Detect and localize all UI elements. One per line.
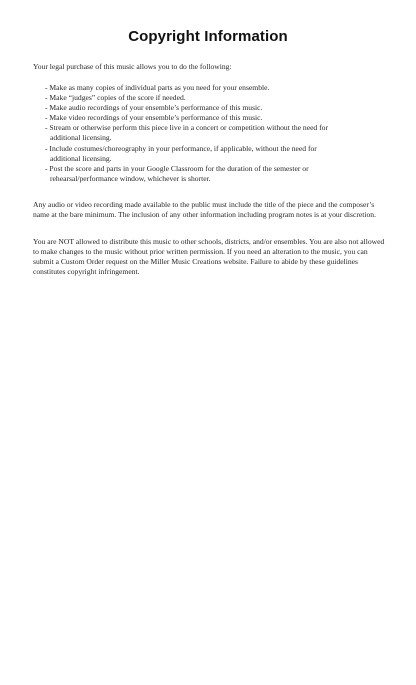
intro-text: Your legal purchase of this music allows you to do the following: [33, 62, 232, 71]
list-item: - Include costumes/choreography in your performance, if applicable, without the need for additional licensing. [45, 143, 317, 163]
list-item: - Make audio recordings of your ensemble’s performance of this music. [45, 103, 263, 113]
list-item: - Make video recordings of your ensemble’s performance of this music. [45, 113, 263, 123]
list-item: - Make as many copies of individual parts as you need for your ensemble. [45, 83, 270, 92]
list-item: - Stream or otherwise perform this piece live in a concert or competition without the need for additional licensing. [45, 123, 328, 143]
list-item: - Post the score and parts in your Google Classroom for the duration of the semester or rehearsal/performance window, whichever is shorter. [45, 163, 309, 183]
recording-requirements-paragraph: Any audio or video recording made available to the public must include the title of the piece and the composer’s name at the bare minimum. The inclusion of any other information including program notes is at your discretion. [33, 200, 376, 219]
list-item: - Make “judges” copies of the score if needed. [45, 93, 186, 103]
page-title: Copyright Information [128, 28, 288, 45]
rights-list [45, 83, 345, 184]
restrictions-paragraph: You are NOT allowed to distribute this music to other schools, districts, and/or ensembles. You are also not allowed to make changes to the music without prior written permission. If you need an alteration to the music, you can submit a Custom Order request on the Miller Music Creations website. Failure to abide by these guidelines constitutes copyright infringement. [33, 237, 385, 276]
